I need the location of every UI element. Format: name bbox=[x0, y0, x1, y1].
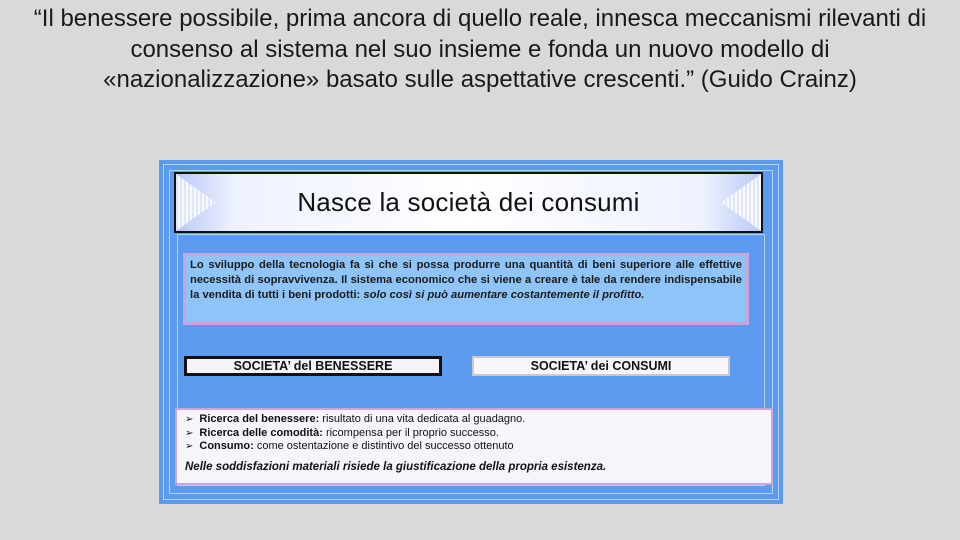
bullet-text bbox=[199, 413, 525, 427]
bullet-head: Consumo: bbox=[199, 440, 254, 452]
bullet-list bbox=[185, 413, 763, 454]
bullet-text bbox=[199, 427, 499, 441]
consumer-society-label: SOCIETA’ dei CONSUMI bbox=[472, 356, 730, 376]
slide-title: Nasce la società dei consumi bbox=[297, 187, 640, 217]
bullet-item bbox=[185, 440, 763, 454]
conclusion-text: Nelle soddisfazioni materiali risiede la giustificazione della propria esistenza. bbox=[185, 460, 607, 473]
bullet-text bbox=[199, 440, 513, 454]
title-decoration-left bbox=[176, 174, 216, 231]
bullet-body: ricompensa per il proprio successo. bbox=[322, 426, 499, 439]
intro-main-text: Lo sviluppo della tecnologia fa sì che si possa produrre una quantità di beni superiore alle effettive necessità di sopravvivenza. Il sistema economico che si viene a creare è tale da rendere indispensabile la vendita di tutti i beni prodotti: bbox=[190, 259, 742, 301]
title-decoration-right bbox=[721, 174, 761, 231]
bullet-body: come ostentazione e distintivo del successo ottenuto bbox=[253, 440, 514, 452]
welfare-society-label: SOCIETA’ del BENESSERE bbox=[184, 356, 442, 376]
slide-image bbox=[159, 160, 783, 504]
slide-title-box bbox=[174, 172, 763, 233]
bullet-head: Ricerca del benessere: bbox=[199, 413, 320, 425]
bullet-body: risultato di una vita dedicata al guadagno. bbox=[319, 413, 526, 425]
bullet-box bbox=[175, 408, 773, 485]
quote-text: “Il benessere possibile, prima ancora di quello reale, innesca meccanismi rilevanti di consenso al sistema nel suo insieme e fonda un nuovo modello di «nazionalizzazione» basato sulle aspettative crescenti.” (Guido Crainz) bbox=[33, 5, 927, 93]
arrow-bullet-icon: ➢ bbox=[185, 427, 194, 439]
bullet-item bbox=[185, 427, 763, 441]
arrow-bullet-icon: ➢ bbox=[185, 441, 194, 452]
arrow-bullet-icon: ➢ bbox=[185, 414, 194, 425]
bullet-item bbox=[185, 413, 763, 427]
bullet-head: Ricerca delle comodità: bbox=[199, 426, 323, 439]
intro-paragraph bbox=[183, 253, 749, 325]
intro-italic-text: solo così si può aumentare costantemente il profitto. bbox=[363, 289, 645, 301]
